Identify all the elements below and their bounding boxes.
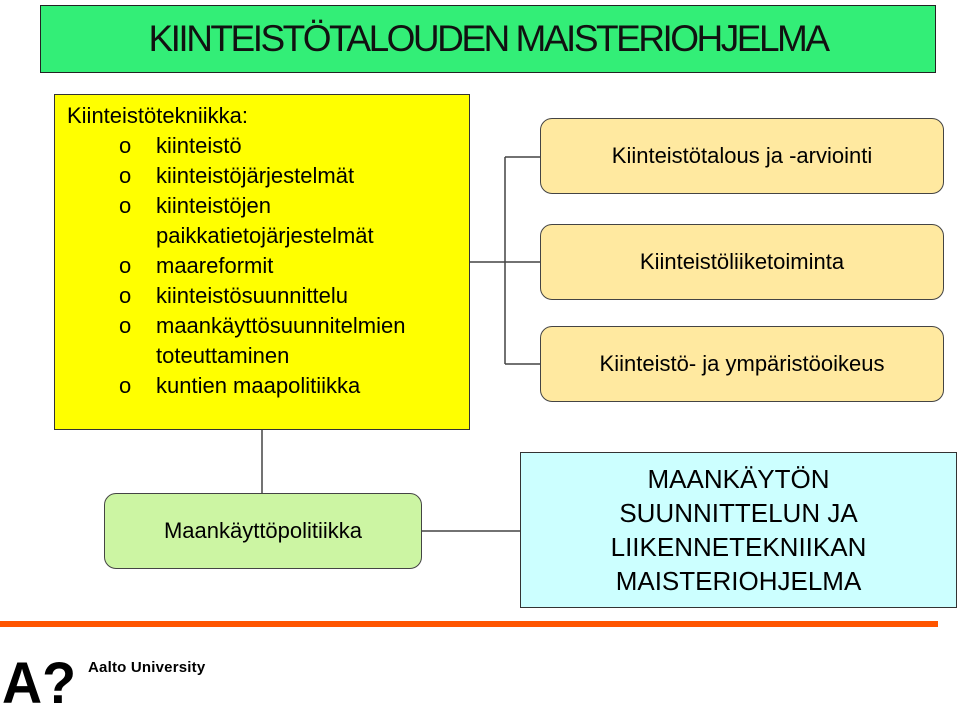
- list-item-text: maankäyttösuunnitelmien: [156, 313, 406, 338]
- list-item-text: kiinteistöjen: [156, 193, 271, 218]
- footer-divider: [0, 621, 938, 627]
- programme-line: MAANKÄYTÖN: [647, 464, 830, 494]
- aalto-logo-text: A?: [2, 656, 76, 706]
- list-item: [67, 131, 469, 161]
- list-item-text: kiinteistöjärjestelmät: [156, 163, 355, 188]
- programme-line: MAISTERIOHJELMA: [615, 566, 862, 596]
- page-title: KIINTEISTÖTALOUDEN MAISTERIOHJELMA: [148, 18, 828, 59]
- university-name: Aalto University: [88, 659, 206, 676]
- subject-box-law: Kiinteistö- ja ympäristöoikeus: [540, 326, 944, 402]
- core-subject-box: [54, 94, 470, 430]
- related-programme-box: [520, 452, 957, 608]
- list-item-text: kiinteistösuunnittelu: [156, 283, 349, 308]
- list-item: [67, 251, 469, 281]
- bullet-icon: o: [119, 133, 132, 158]
- list-item: [67, 281, 469, 311]
- list-item-text: toteuttaminen: [156, 343, 290, 368]
- bullet-icon: o: [119, 373, 132, 398]
- land-use-policy-box: Maankäyttöpolitiikka: [104, 493, 422, 569]
- aalto-logo-icon: [2, 656, 78, 706]
- subject-box-economics: Kiinteistötalous ja -arviointi: [540, 118, 944, 194]
- bullet-icon: o: [119, 253, 132, 278]
- bullet-icon: o: [119, 163, 132, 188]
- core-subject-list: [67, 131, 469, 401]
- list-item: [67, 161, 469, 191]
- list-item-text: kiinteistö: [156, 133, 242, 158]
- list-item-text: kuntien maapolitiikka: [156, 373, 361, 398]
- list-item: [67, 371, 469, 401]
- bullet-icon: o: [119, 193, 132, 218]
- list-item: [67, 191, 469, 251]
- list-item: [67, 311, 469, 371]
- programme-line: SUUNNITTELUN JA: [619, 498, 858, 528]
- subject-box-business: Kiinteistöliiketoiminta: [540, 224, 944, 300]
- list-item-text: maareformit: [156, 253, 274, 278]
- programme-line: LIIKENNETEKNIIKAN: [610, 532, 867, 562]
- bullet-icon: o: [119, 313, 132, 338]
- title-banner: [40, 5, 936, 73]
- bullet-icon: o: [119, 283, 132, 308]
- core-subject-heading: Kiinteistötekniikka:: [67, 103, 248, 128]
- list-item-text: paikkatietojärjestelmät: [156, 223, 374, 248]
